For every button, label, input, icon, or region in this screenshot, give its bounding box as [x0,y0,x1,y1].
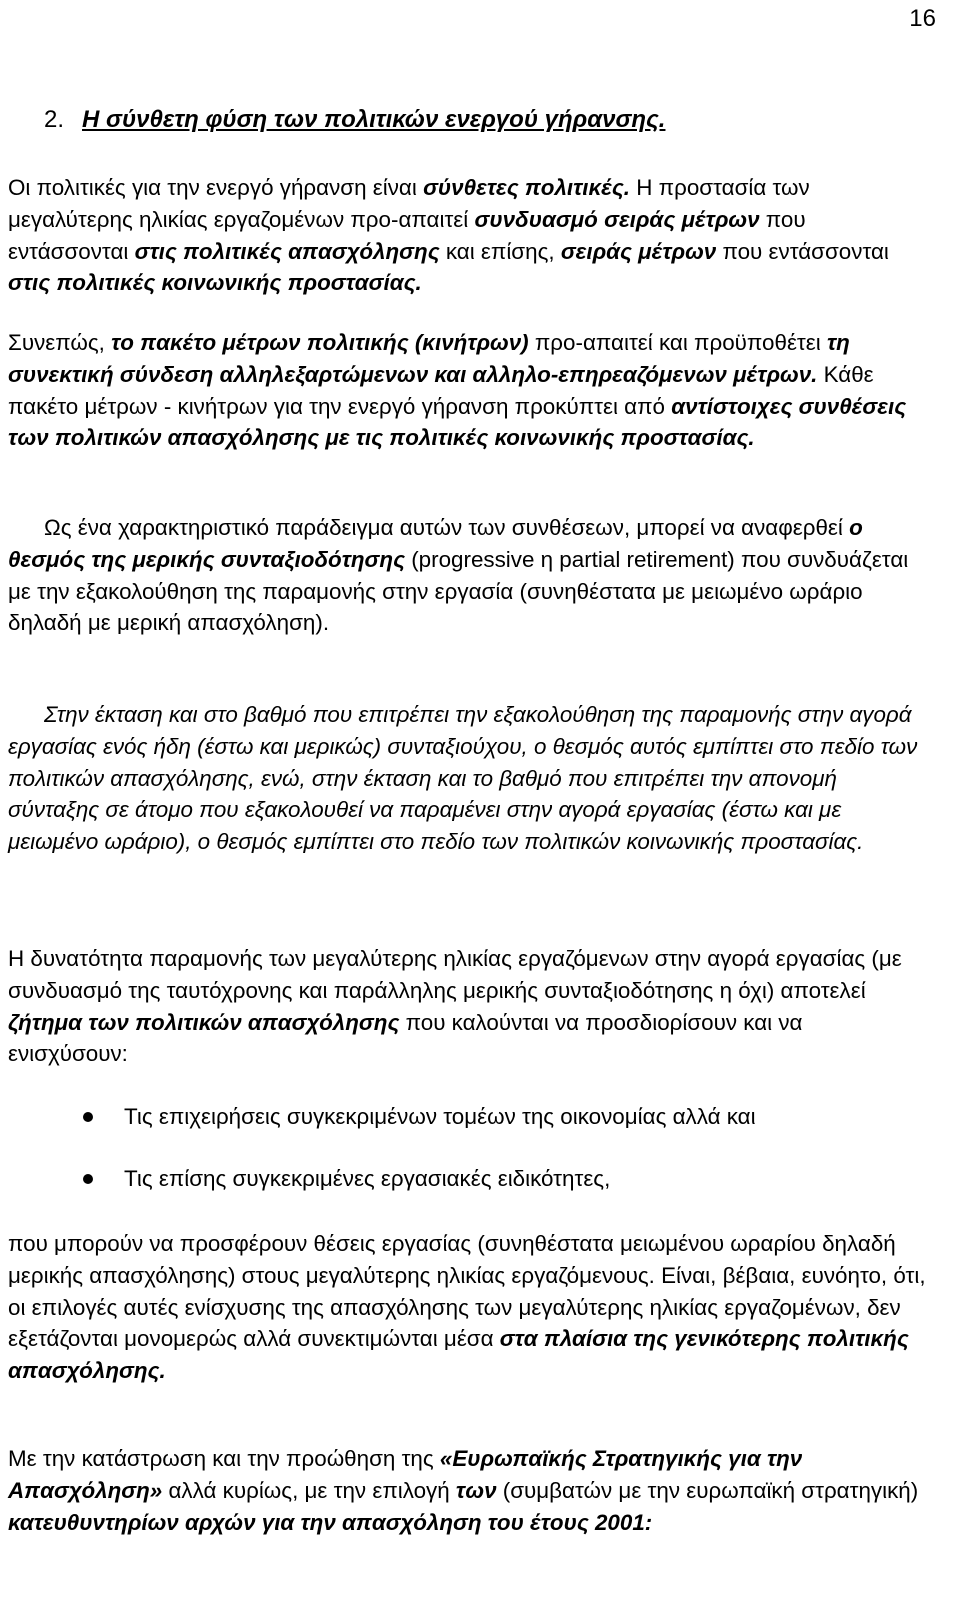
emphasis-text: συνδυασμό σειράς μέτρων [474,206,760,232]
bullet-list [0,1101,940,1195]
italic-text: Στην έκταση και στο βαθμό που επιτρέπει την εξακολούθηση της παραμονής στην αγορά εργασίας ενός ήδη (έστω και μερικώς) συνταξιούχου, ο θεσμός αυτός εμπίπτει στο πεδίο των πολιτικών απασχόλησης, ενώ, στην έκταση και το βαθμό που επιτρέπει την απονομή σύνταξης σε άτομο που εξακολουθεί να παραμένει στην αγορά εργασίας (έστω και με μειωμένο ωράριο), ο θεσμός εμπίπτει στο πεδίο των πολιτικών κοινωνικής προστασίας. [8,702,918,855]
emphasis-text: κατευθυντηρίων αρχών για την απασχόληση του έτους 2001: [8,1509,653,1535]
list-item [0,1163,940,1195]
list-item [0,1101,940,1133]
paragraph-european-strategy [8,1443,928,1538]
body-text: Με την κατάστρωση και την προώθηση της [8,1446,440,1471]
body-text: (συμβατών με την ευρωπαϊκή στρατηγική) [496,1477,919,1503]
body-text: Η προστασία των μεγαλύτερης ηλικίας εργαζομένων προ-απαιτεί [8,175,810,232]
body-text: αλλά κυρίως, με την επιλογή [162,1477,456,1503]
section-heading [44,106,665,134]
bullet-icon [83,1174,93,1184]
body-text: Συνεπώς, [8,330,112,355]
body-text: Η δυνατότητα παραμονής των μεγαλύτερης ηλικίας εργαζόμενων στην αγορά εργασίας (με συνδυασμό της ταυτόχρονης και παράλληλης μερικής συνταξιοδότησης η όχι) αποτελεί [8,946,902,1003]
body-text: που εντάσσονται [716,238,889,264]
emphasis-text: το πακέτο μέτρων πολιτικής (κινήτρων) [111,330,529,355]
body-text: που καλούνται να προσδιορίσουν και να ενισχύσουν: [8,1009,803,1067]
emphasis-text: ζήτημα των πολιτικών απασχόλησης [8,1009,400,1035]
body-text: που μπορούν να προσφέρουν θέσεις εργασίας (συνηθέστατα μειωμένου ωραρίου δηλαδή μερικής απασχόλησης) στους μεγαλύτερης ηλικίας εργαζόμενους. Είναι, βέβαια, ευνόητο, ότι, οι επιλογές αυτές ενίσχυσης της απασχόλησης των μεγαλύτερης ηλικίας εργαζομένων, δεν εξετάζονται μονομερώς αλλά συνεκτιμώνται μέσα [8,1231,926,1352]
emphasis-text: στις πολιτικές απασχόλησης [134,238,440,264]
list-item-text: Τις επίσης συγκεκριμένες εργασιακές ειδικότητες, [124,1165,611,1191]
body-text: (progressive η partial retirement) που συνδυάζεται με την εξακολούθηση της παραμονής στην εργασία (συνηθέστατα με μειωμένο ωράριο δηλαδή με μερική απασχόληση). [8,546,909,636]
paragraph-policy-package [8,327,928,454]
body-text: Κάθε πακέτο μέτρων - κινήτρων για την ενεργό γήρανση προκύπτει από [8,361,874,419]
paragraph-partial-retirement [8,512,928,639]
section-number: 2. [44,106,65,133]
body-text: Οι πολιτικές για την ενεργό γήρανση είναι [8,175,424,200]
emphasis-text: τη συνεκτική σύνδεση αλληλεξαρτώμενων και αλληλο-επηρεαζόμενων μέτρων. [8,330,850,387]
emphasis-text: στα πλαίσια της γενικότερης πολιτικής απασχόλησης. [8,1326,909,1384]
paragraph-employment-issue [8,943,928,1070]
emphasis-text: σύνθετες πολιτικές. [423,175,631,200]
bullet-icon [83,1112,93,1122]
body-text: και επίσης, [439,238,561,264]
emphasis-text: ο θεσμός της μερικής συνταξιοδότησης [8,515,863,572]
body-text: που εντάσσονται [8,206,806,264]
emphasis-text: «Ευρωπαϊκής Στρατηγικής για την Απασχόληση» [8,1446,803,1503]
paragraph-composite-policies [8,172,928,299]
paragraph-job-offers [8,1228,928,1387]
page-number: 16 [909,5,936,32]
section-title: Η σύνθετη φύση των πολιτικών ενεργού γήρανσης. [82,106,666,133]
body-text: Ως ένα χαρακτηριστικό παράδειγμα αυτών των συνθέσεων, μπορεί να αναφερθεί [44,515,850,540]
emphasis-text: στις πολιτικές κοινωνικής προστασίας. [8,270,422,296]
paragraph-scope-italic [8,699,928,858]
emphasis-text: σειράς μέτρων [560,238,717,264]
body-text: προ-απαιτεί και προϋποθέτει [528,330,827,355]
emphasis-text: αντίστοιχες συνθέσεις των πολιτικών απασχόλησης με τις πολιτικές κοινωνικής προστασίας. [8,393,907,451]
emphasis-text: των [455,1477,497,1503]
list-item-text: Τις επιχειρήσεις συγκεκριμένων τομέων της οικονομίας αλλά και [124,1104,756,1129]
